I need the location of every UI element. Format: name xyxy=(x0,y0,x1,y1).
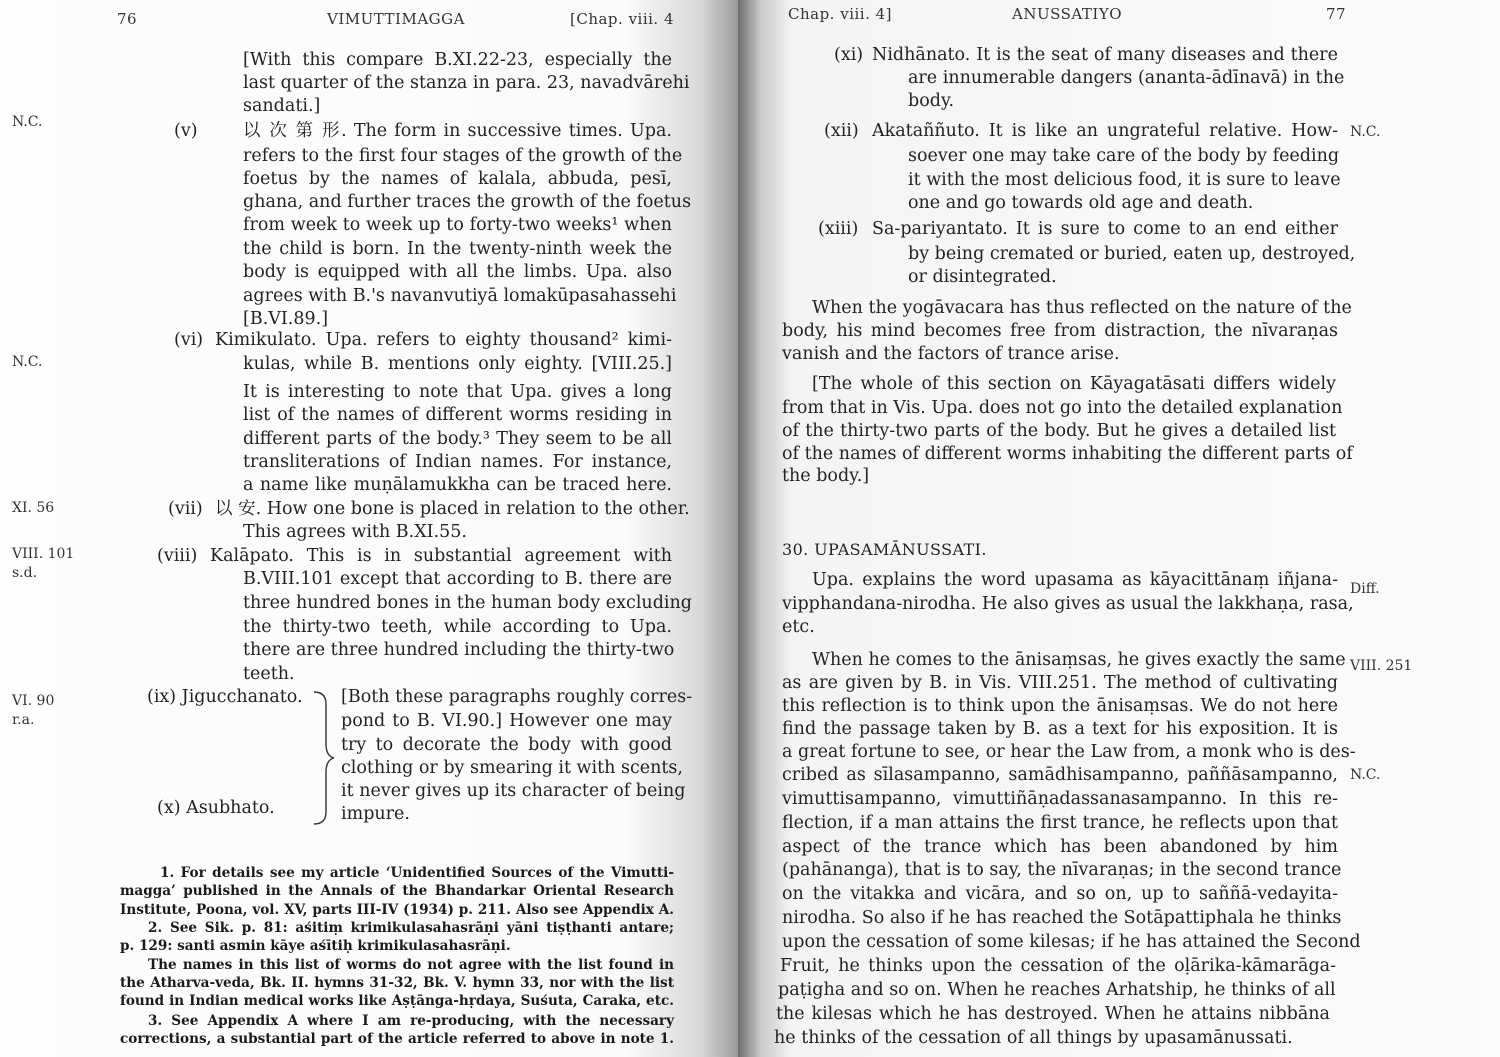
body-line: Kimikulato. Upa. refers to eighty thousand² kimi- xyxy=(215,330,672,350)
body-line: [With this compare B.XI.22-23, especially the xyxy=(243,50,672,70)
footnote-line: The names in this list of worms do not agree with the list found in xyxy=(148,957,674,973)
margin-note: r.a. xyxy=(12,712,35,728)
body-line: clothing or by smearing it with scents, xyxy=(341,758,683,778)
item-label: (xi) xyxy=(834,45,864,65)
body-line: one and go towards old age and death. xyxy=(908,193,1254,213)
body-line: [B.VI.89.] xyxy=(243,309,329,329)
body-line: a great fortune to see, or hear the Law from, a monk who is des- xyxy=(782,742,1356,762)
body-line: upon the cessation of some kilesas; if he has attained the Second xyxy=(782,932,1361,952)
margin-note: VIII. 251 xyxy=(1350,658,1413,674)
body-line: Akataññuto. It is like an ungrateful relative. How- xyxy=(872,121,1338,141)
margin-note: s.d. xyxy=(12,565,38,581)
body-line: 以 次 第 形. The form in successive times. Upa. xyxy=(243,121,672,141)
body-line: he thinks of the cessation of all things by upasamānussati. xyxy=(774,1028,1293,1048)
footnote-line: corrections, a substantial part of the article referred to above in note 1. xyxy=(120,1031,674,1047)
body-line: refers to the first four stages of the growth of the xyxy=(243,146,683,166)
footnote-line: Institute, Poona, vol. XV, parts III-IV (1934) p. 211. Also see Appendix A. xyxy=(120,902,674,918)
body-line: When he comes to the ānisaṃsas, he gives exactly the same xyxy=(812,650,1346,670)
body-line: teeth. xyxy=(243,664,295,684)
body-line: aspect of the trance which has been abandoned by him xyxy=(782,837,1338,857)
body-line: Upa. explains the word upasama as kāyacittānaṃ iñjana- xyxy=(812,570,1338,590)
chapter-ref: Chap. viii. 4] xyxy=(788,5,893,23)
body-line: from week to week up to forty-two weeks¹ when xyxy=(243,215,672,235)
body-line: a name like muṇālamukkha can be traced here. xyxy=(243,475,672,495)
body-line: are innumerable dangers (ananta-ādīnavā) in the xyxy=(908,68,1345,88)
body-line: try to decorate the body with good xyxy=(341,735,672,755)
body-line: three hundred bones in the human body excluding xyxy=(243,593,692,613)
right-page xyxy=(738,0,1500,1057)
footnote-line: p. 129: santi asmin kāye aśītiḥ krimikulasahasrāṇi. xyxy=(120,938,511,954)
body-line: Kalāpato. This is in substantial agreement with xyxy=(210,546,672,566)
footnote-line: 1. For details see my article ‘Unidentified Sources of the Vimutti- xyxy=(160,865,674,881)
body-line: soever one may take care of the body by feeding xyxy=(908,146,1340,166)
body-line: kulas, while B. mentions only eighty. [VIII.25.] xyxy=(243,354,672,374)
body-line: it never gives up its character of being xyxy=(341,781,686,801)
body-line: as are given by B. in Vis. VIII.251. The method of cultivating xyxy=(782,673,1338,693)
body-line: transliterations of Indian names. For instance, xyxy=(243,452,672,472)
body-line: or disintegrated. xyxy=(908,267,1057,287)
body-line: the kilesas which he has destroyed. When he attains nibbāna xyxy=(776,1004,1330,1024)
body-line: Nidhānato. It is the seat of many diseases and there xyxy=(872,45,1338,65)
body-line: flection, if a man attains the first trance, he reflects upon that xyxy=(782,813,1338,833)
body-line: [The whole of this section on Kāyagatāsati differs widely xyxy=(812,374,1336,394)
body-line: pond to B. VI.90.] However one may xyxy=(341,711,672,731)
body-line: the child is born. In the twenty-ninth week the xyxy=(243,239,672,259)
body-line: by being cremated or buried, eaten up, destroyed, xyxy=(908,244,1356,264)
item-label: (viii) xyxy=(157,546,198,566)
body-line: body. xyxy=(908,91,955,111)
body-line: last quarter of the stanza in para. 23, navadvārehi xyxy=(243,73,690,93)
item-label: (x) Asubhato. xyxy=(157,798,275,818)
page-number: 76 xyxy=(117,10,138,28)
margin-note: XI. 56 xyxy=(12,500,55,516)
body-line: When the yogāvacara has thus reflected on the nature of the xyxy=(812,298,1352,318)
body-line: nirodha. So also if he has reached the Sotāpattiphala he thinks xyxy=(782,908,1342,928)
body-line: vimuttisampanno, vimuttiñāṇadassanasampanno. In this re- xyxy=(782,789,1338,809)
body-line: foetus by the names of kalala, abbuda, pesī, xyxy=(243,169,672,189)
chapter-ref: [Chap. viii. 4 xyxy=(570,10,675,28)
margin-note: N.C. xyxy=(12,114,43,130)
body-line: cribed as sīlasampanno, samādhisampanno, paññāsampanno, xyxy=(782,765,1338,785)
body-line: vanish and the factors of trance arise. xyxy=(782,344,1120,364)
footnote-line: the Atharva-veda, Bk. II. hymns 31-32, Bk. V. hymn 33, nor with the list xyxy=(120,975,674,991)
footnote-line: found in Indian medical works like Aṣṭānga-hṛdaya, Suśuta, Caraka, etc. xyxy=(120,993,674,1009)
item-label: (vii) xyxy=(168,499,203,519)
body-line: (pahānanga), that is to say, the nīvaraṇas; in the second trance xyxy=(782,860,1342,880)
body-line: the thirty-two teeth, while according to Upa. xyxy=(243,617,672,637)
margin-note: Diff. xyxy=(1350,581,1380,597)
body-line: Fruit, he thinks upon the cessation of the oḷārika-kāmarāga- xyxy=(780,956,1336,976)
left-page xyxy=(0,0,738,1057)
body-line: vipphandana-nirodha. He also gives as usual the lakkhaṇa, rasa, xyxy=(782,594,1354,614)
body-line: impure. xyxy=(341,804,410,824)
body-line: on the vitakka and vicāra, and so on, up to saññā-vedayita- xyxy=(782,884,1338,904)
body-line: 以 安. How one bone is placed in relation to the other. xyxy=(215,499,690,519)
item-label: (v) xyxy=(174,121,198,141)
body-line: different parts of the body.³ They seem to be all xyxy=(243,429,672,449)
body-line: find the passage taken by B. as a text for his exposition. It is xyxy=(782,719,1338,739)
item-label: (xii) xyxy=(824,121,859,141)
section-heading: 30. UPASAMĀNUSSATI. xyxy=(782,540,987,559)
body-line: Sa-pariyantato. It is sure to come to an end either xyxy=(872,219,1338,239)
body-line: [Both these paragraphs roughly corres- xyxy=(341,687,693,707)
item-label: (xiii) xyxy=(818,219,859,239)
page-number: 77 xyxy=(1326,5,1347,23)
body-line: from that in Vis. Upa. does not go into the detailed explanation xyxy=(782,398,1343,418)
body-line: it with the most delicious food, it is sure to leave xyxy=(908,170,1341,190)
footnote-line: 2. See Sik. p. 81: aśitiṃ krimikulasahasrāṇi yāni tiṣṭhanti antare; xyxy=(148,920,674,936)
item-label: (ix) Jigucchanato. xyxy=(147,687,303,707)
body-line: body is equipped with all the limbs. Upa. also xyxy=(243,262,672,282)
body-line: paṭigha and so on. When he reaches Arhatship, he thinks of all xyxy=(778,980,1336,1000)
running-title: ANUSSATIYO xyxy=(1012,5,1123,23)
body-line: body, his mind becomes free from distraction, the nīvaraṇas xyxy=(782,321,1338,341)
margin-note: VI. 90 xyxy=(12,693,55,709)
body-line: etc. xyxy=(782,617,815,637)
body-line: sandati.] xyxy=(243,96,321,116)
body-line: It is interesting to note that Upa. gives a long xyxy=(243,382,672,402)
body-line: the body.] xyxy=(782,466,870,486)
brace-icon xyxy=(312,690,338,826)
running-title: VIMUTTIMAGGA xyxy=(327,10,465,28)
footnote-line: magga’ published in the Annals of the Bhandarkar Oriental Research xyxy=(120,883,674,899)
body-line: there are three hundred including the thirty-two xyxy=(243,640,675,660)
body-line: B.VIII.101 except that according to B. there are xyxy=(243,569,672,589)
body-line: this reflection is to think upon the ānisaṃsas. We do not here xyxy=(782,696,1338,716)
body-line: of the thirty-two parts of the body. But he gives a detailed list xyxy=(782,421,1336,441)
footnote-line: 3. See Appendix A where I am re-producing, with the necessary xyxy=(148,1013,674,1029)
margin-note: VIII. 101 xyxy=(12,546,75,562)
item-label: (vi) xyxy=(174,330,204,350)
body-line: This agrees with B.XI.55. xyxy=(243,522,467,542)
body-line: list of the names of different worms residing in xyxy=(243,405,672,425)
body-line: of the names of different worms inhabiting the different parts of xyxy=(782,444,1353,464)
body-line: ghana, and further traces the growth of the foetus xyxy=(243,192,692,212)
body-line: agrees with B.'s navanvutiyā lomakūpasahassehi xyxy=(243,286,677,306)
margin-note: N.C. xyxy=(1350,767,1381,783)
margin-note: N.C. xyxy=(1350,124,1381,140)
margin-note: N.C. xyxy=(12,354,43,370)
